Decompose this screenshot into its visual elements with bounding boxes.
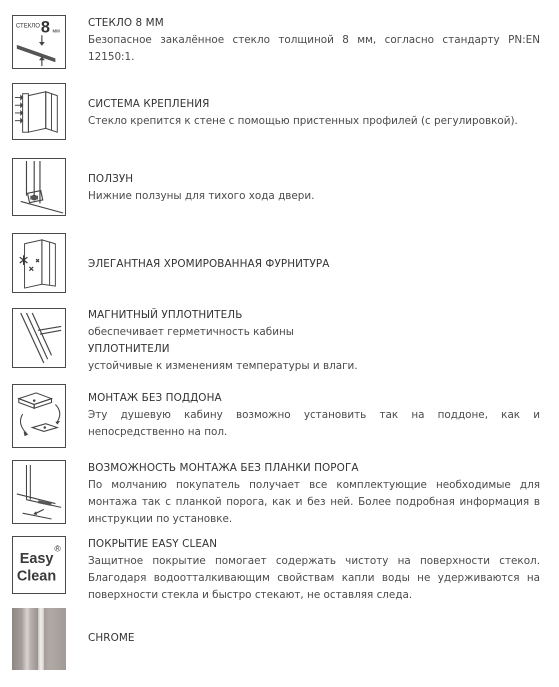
feature-subtitle: УПЛОТНИТЕЛИ <box>88 343 170 355</box>
glass-thickness-icon <box>12 15 66 69</box>
feature-description: Стекло крепится к стене с помощью пристенных профилей (с регулировкой). <box>88 115 518 127</box>
feature-description: Защитное покрытие помогает содержать чистоту на поверхности стекол. Благодаря водоотталкивающим свойствам капли воды не удерживаются на поверхности стекла и быстро стекают, не оставляя следа. <box>88 555 540 601</box>
feature-title: СИСТЕМА КРЕПЛЕНИЯ <box>88 98 210 110</box>
chrome-swatch <box>12 608 66 670</box>
feature-subdescription: устойчивые к изменениям температуры и влаги. <box>88 360 358 372</box>
feature-title: ПОЛЗУН <box>88 173 134 185</box>
easy-clean-icon <box>12 536 66 594</box>
feature-title: МОНТАЖ БЕЗ ПОДДОНА <box>88 392 222 404</box>
feature-description: По молчанию покупатель получает все комплектующие необходимые для монтажа так с планкой порога, как и без ней. Более подробная информация в инструкции по установке. <box>88 479 540 525</box>
feature-title: ЭЛЕГАНТНАЯ ХРОМИРОВАННАЯ ФУРНИТУРА <box>88 258 330 270</box>
icon-label-mm: мм <box>52 28 60 35</box>
threshold-icon <box>12 460 66 524</box>
magnetic-seal-icon <box>12 308 66 368</box>
easy-clean-word-easy: Easy <box>19 551 54 568</box>
feature-title: ВОЗМОЖНОСТЬ МОНТАЖА БЕЗ ПЛАНКИ ПОРОГА <box>88 462 359 474</box>
icon-label-glass: СТЕКЛО <box>15 23 40 30</box>
icon-label-eight: 8 <box>40 18 51 37</box>
no-tray-mounting-icon <box>12 384 66 448</box>
easy-clean-word-clean: Clean <box>16 568 57 585</box>
feature-description: Нижние ползуны для тихого хода двери. <box>88 190 315 202</box>
registered-mark: ® <box>54 543 61 554</box>
feature-description: Безопасное закалённое стекло толщиной 8 мм, согласно стандарту PN:EN 12150:1. <box>88 34 540 63</box>
feature-title: ПОКРЫТИЕ EASY CLEAN <box>88 538 218 550</box>
mounting-system-icon <box>12 83 66 140</box>
feature-title: СТЕКЛО 8 ММ <box>88 17 164 29</box>
slider-icon <box>12 158 66 216</box>
feature-title: CHROME <box>88 632 135 644</box>
chrome-fittings-icon <box>12 233 66 293</box>
feature-title: МАГНИТНЫЙ УПЛОТНИТЕЛЬ <box>88 309 243 321</box>
feature-description: обеспечивает герметичность кабины <box>88 326 294 338</box>
feature-description: Эту душевую кабину возможно установить так на поддоне, как и непосредственно на пол. <box>88 409 540 438</box>
